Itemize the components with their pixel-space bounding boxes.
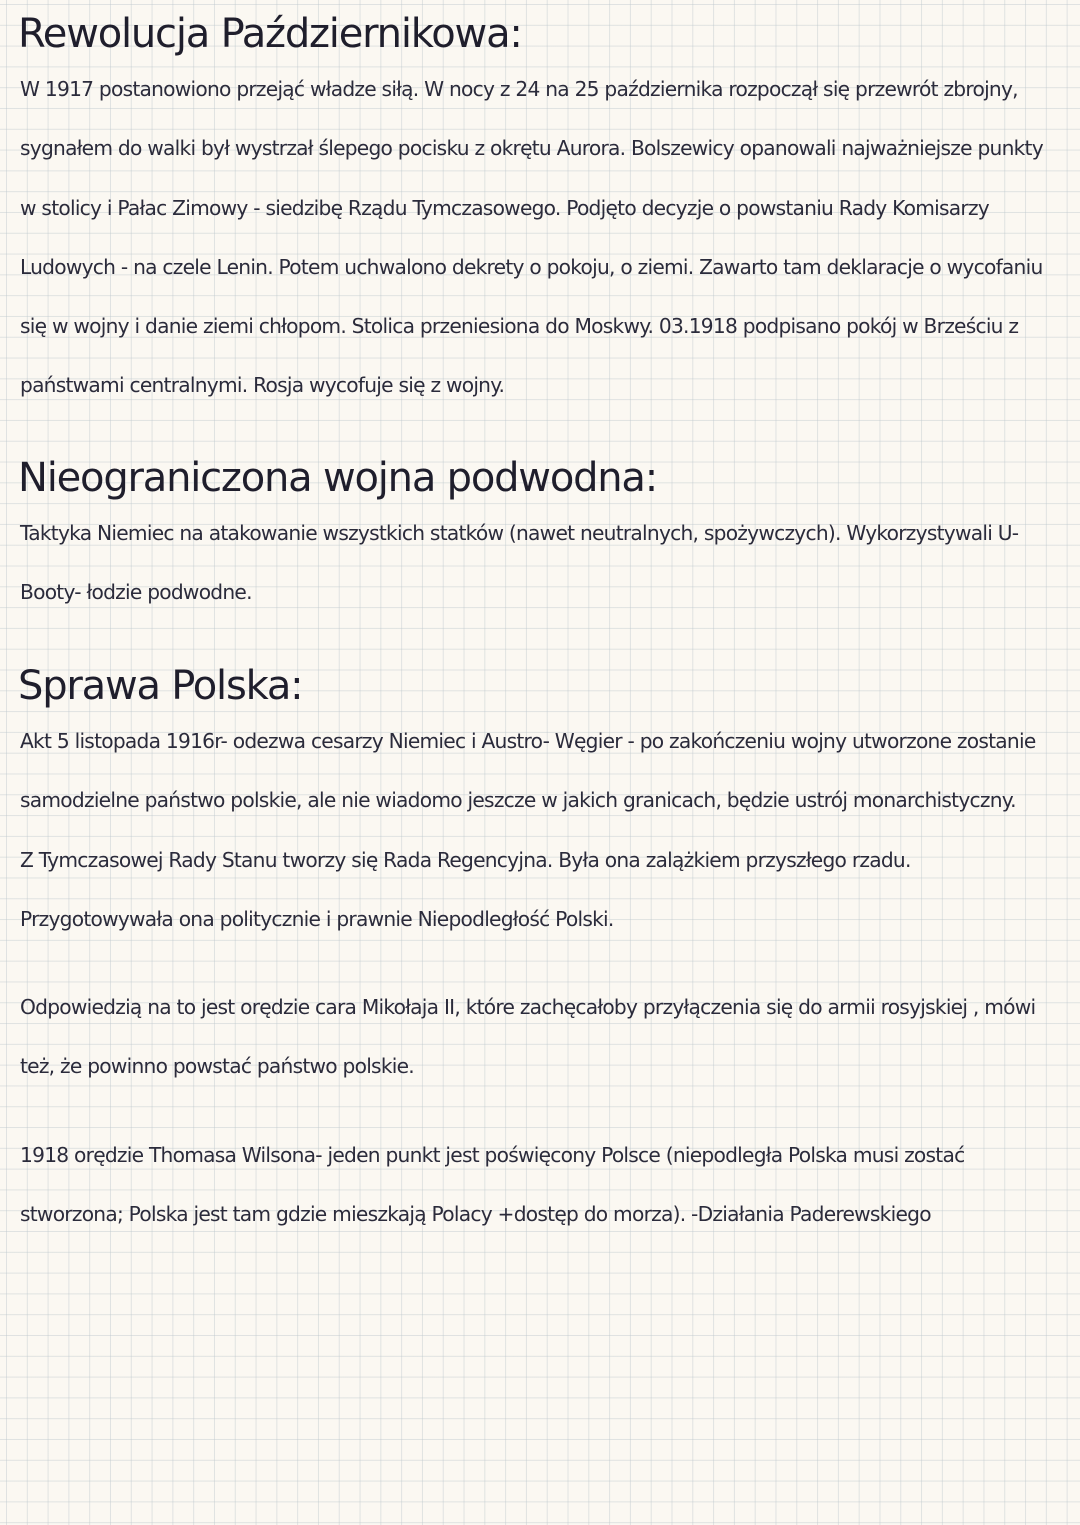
section-submarine-warfare: [18, 452, 1062, 623]
section-paragraph: W 1917 postanowiono przejąć władze siłą. W nocy z 24 na 25 października rozpoczął się przewrót zbrojny, sygnałem do walki był wystrzał ślepego pocisku z okrętu Aurora. Bolszewicy opanowali najważniejsze punkty w stolicy i Pałac Zimowy - siedzibę Rządu Tymczasowego. Podjęto decyzje o powstaniu Rady Komisarzy Ludowych - na czele Lenin. Potem uchwalono dekrety o pokoju, o ziemi. Zawarto tam deklaracje o wycofaniu się w wojny i danie ziemi chłopom. Stolica przeniesiona do Moskwy. 03.1918 podpisano pokój w Brześciu z państwami centralnymi. Rosja wycofuje się z wojny.: [20, 77, 1043, 398]
section-paragraph: 1918 orędzie Thomasa Wilsona- jeden punkt jest poświęcony Polsce (niepodległa Polska musi zostać stworzona; Polska jest tam gdzie mieszkają Polacy +dostęp do morza). -Działania Paderewskiego: [20, 1142, 965, 1227]
section-heading: Sprawa Polska:: [18, 663, 303, 709]
section-heading: Nieograniczona wojna podwodna:: [18, 455, 658, 501]
section-october-revolution: [18, 8, 1062, 416]
section-paragraph: Odpowiedzią na to jest orędzie cara Mikołaja II, które zachęcałoby przyłączenia się do armii rosyjskiej , mówi też, że powinno powstać państwo polskie.: [20, 995, 1036, 1079]
section-polish-question: [18, 660, 1062, 1244]
section-paragraph: Z Tymczasowej Rady Stanu tworzy się Rada Regencyjna. Była ona zalążkiem przyszłego rzadu. Przygotowywała ona politycznie i prawnie Niepodległość Polski.: [20, 847, 911, 931]
section-heading: Rewolucja Październikowa:: [18, 11, 522, 57]
section-paragraph: Taktyka Niemiec na atakowanie wszystkich statków (nawet neutralnych, spożywczych). Wykorzystywali U-Booty- łodzie podwodne.: [20, 521, 1019, 605]
section-paragraph: Akt 5 listopada 1916r- odezwa cesarzy Niemiec i Austro- Węgier - po zakończeniu wojny utworzone zostanie samodzielne państwo polskie, ale nie wiadomo jeszcze w jakich granicach, będzie ustrój monarchistyczny.: [20, 729, 1036, 813]
